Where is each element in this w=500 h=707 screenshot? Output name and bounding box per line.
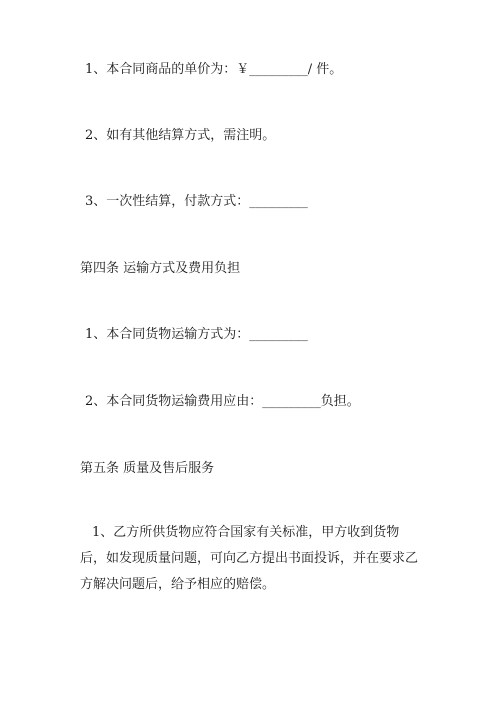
one-time-settlement-clause: 3、一次性结算，付款方式：_________ (85, 194, 308, 209)
quality-complaint-paragraph: 1、乙方所供货物应符合国家有关标准，甲方收到货物后，如发现质量问题，可向乙方提出书面投诉，并在要求乙方解决问题后，给予相应的赔偿。 (80, 525, 419, 592)
article-5-heading: 第五条 质量及售后服务 (80, 461, 215, 476)
other-settlement-clause: 2、如有其他结算方式，需注明。 (85, 128, 276, 143)
article-4-heading: 第四条 运输方式及费用负担 (80, 261, 241, 276)
transport-cost-clause: 2、本合同货物运输费用应由：_________负担。 (85, 394, 360, 409)
price-clause: 1、本合同商品的单价为：￥_________/ 件。 (85, 62, 343, 77)
transport-method-clause: 1、本合同货物运输方式为：_________ (85, 327, 308, 342)
